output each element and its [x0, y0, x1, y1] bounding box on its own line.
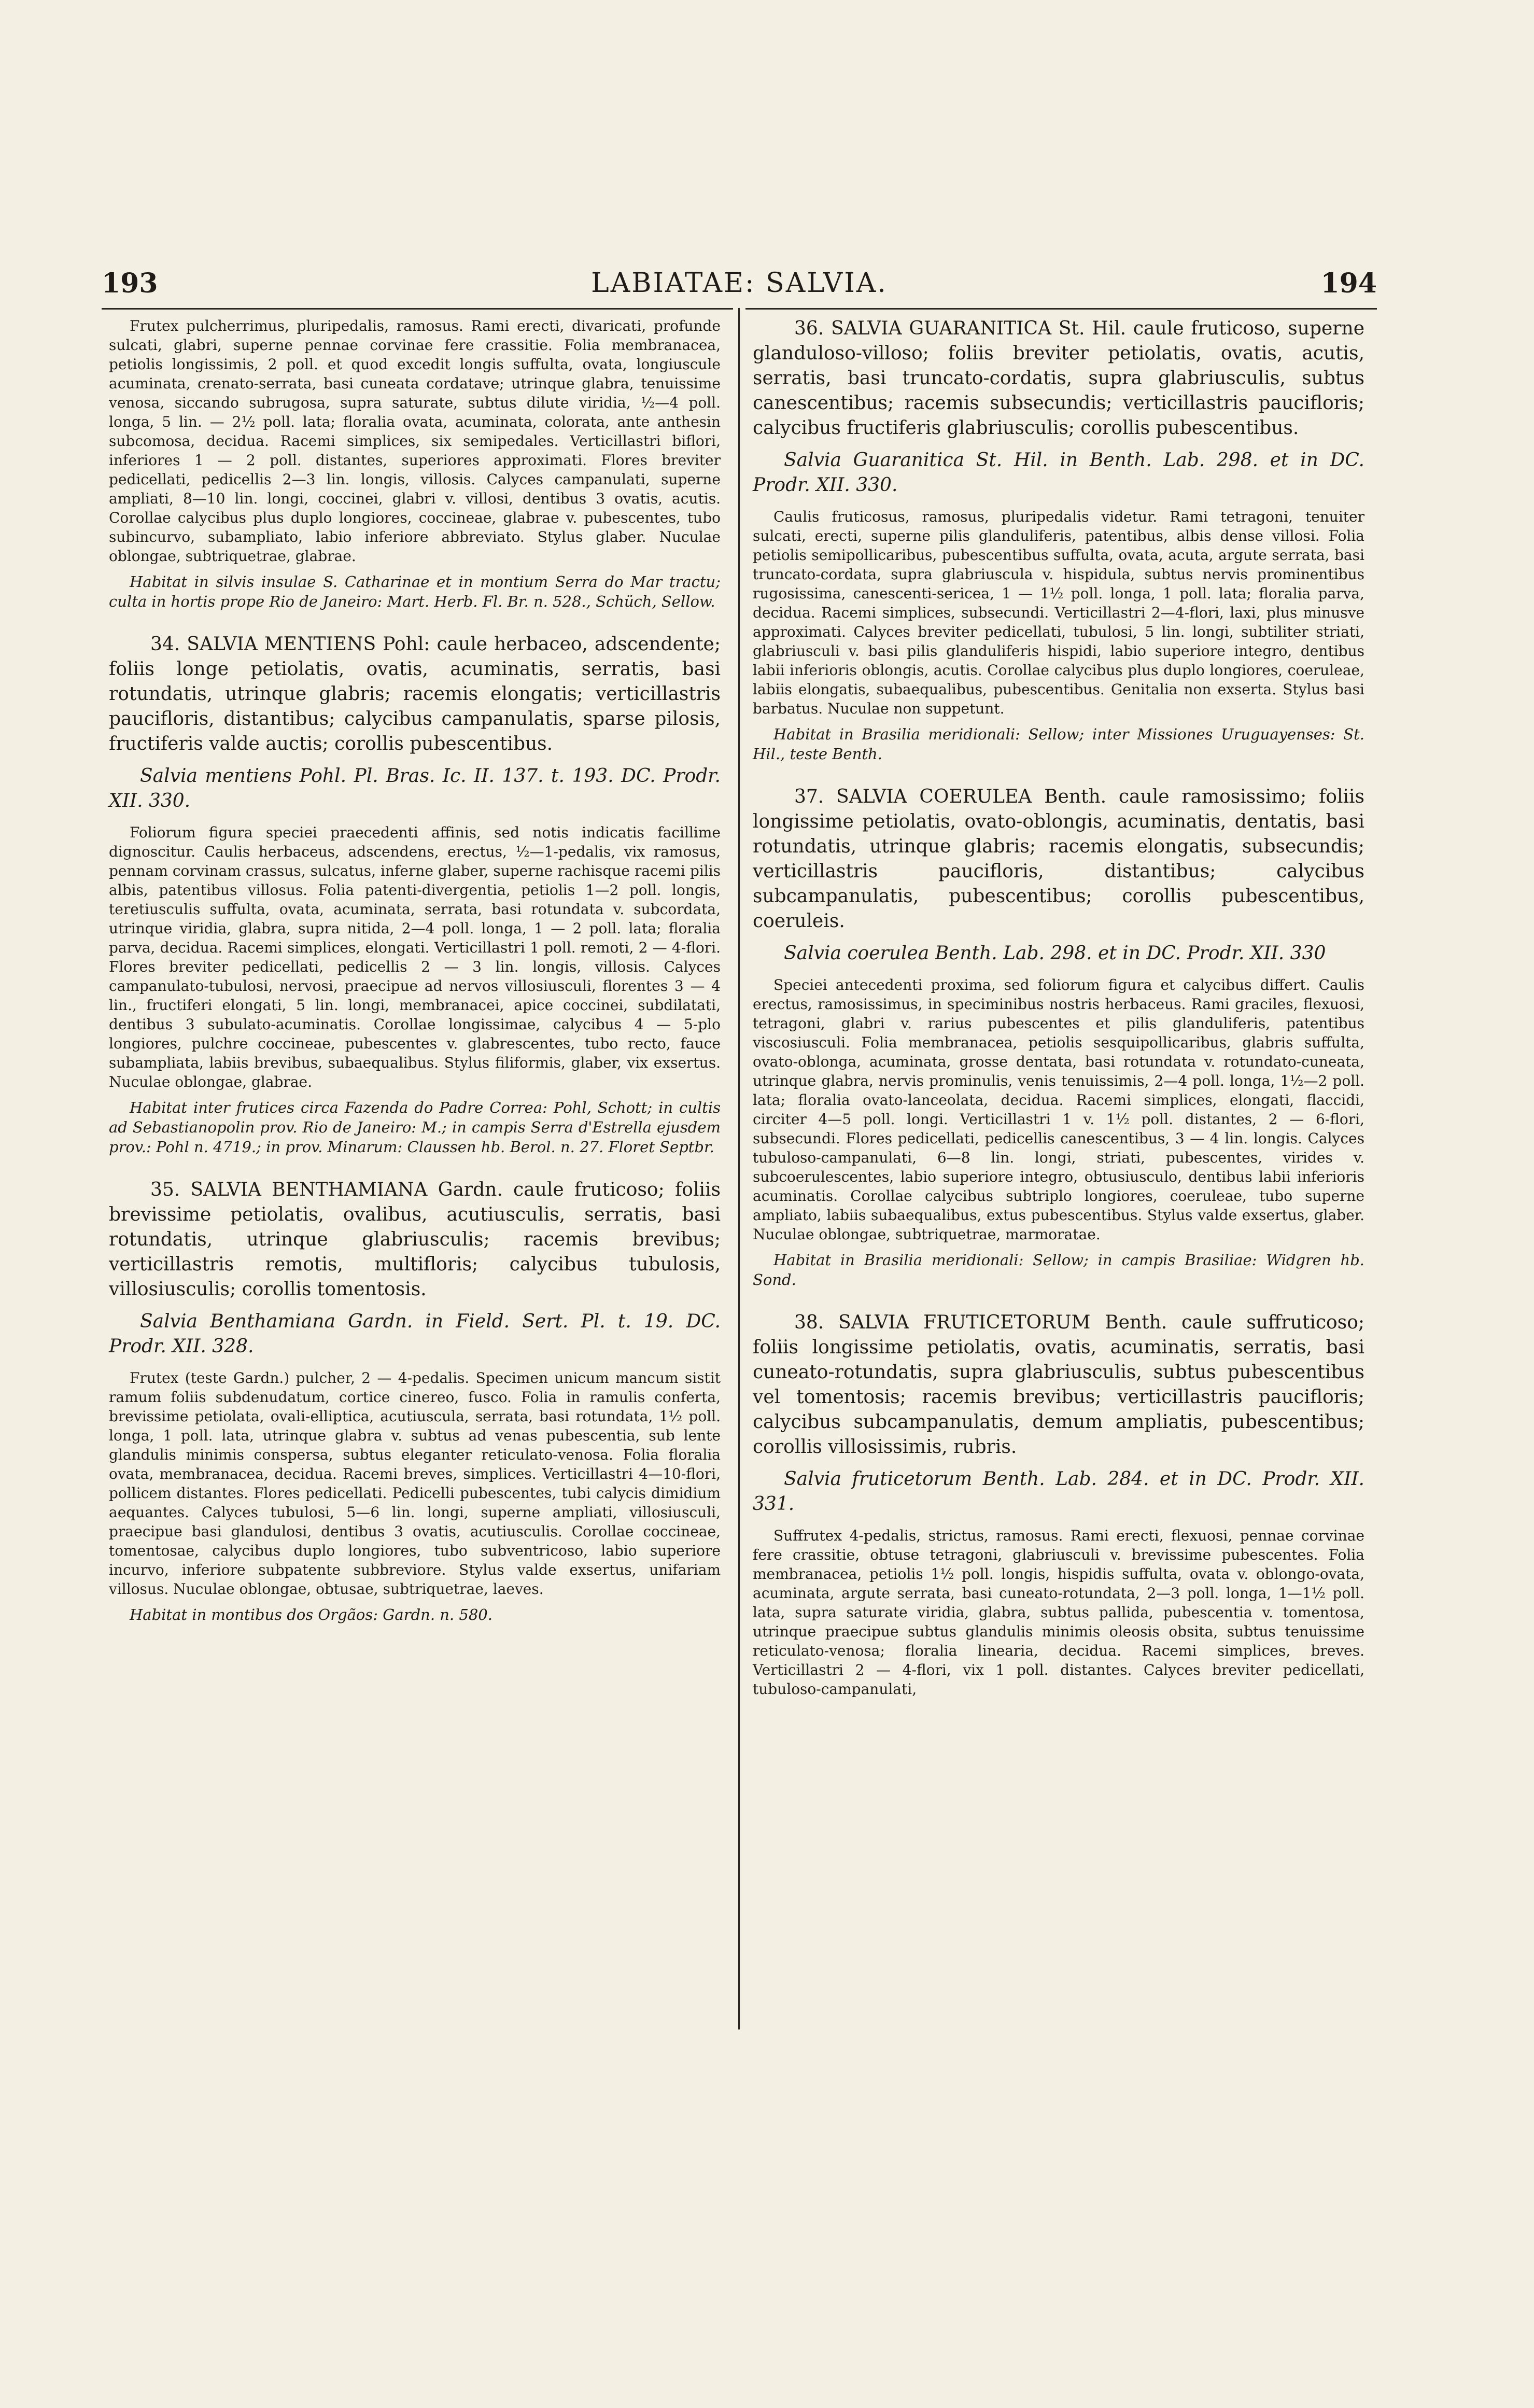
species-35-heading: 35. SALVIA BENTHAMIANA Gardn. caule fruticoso; foliis brevissime petiolatis, ovalibus, acutiusculis, serratis, basi rotundatis, utrinque glabriusculis; racemis brevibus; verticillastris remotis, multifloris; calycibus tubulosis, villosiusculis; corollis tomentosis. [109, 1179, 721, 1300]
species-35-habitat: Habitat in montibus dos Orgãos: Gardn. n. 580. [130, 1606, 492, 1623]
species-38-description: Suffrutex 4-pedalis, strictus, ramosus. Rami erecti, flexuosi, pennae corvinae fere crassitie, obtuse tetragoni, glabriusculi v. brevissime pubescentes. Folia membranacea, petiolis 1½ poll. longis, hispidis suffulta, ovata v. oblongo-ovata, acuminata, argute serrata, basi cuneato-rotundata, 2—3 poll. longa, 1—1½ poll. lata, supra saturate viridia, glabra, subtus pallida, pubescentia v. tomentosa, utrinque praecipue subtus glandulis minimis oleosis obsita, subtus tenuissime reticulato-venosa; floralia linearia, decidua. Racemi simplices, breves. Verticillastri 2 — 4-flori, vix 1 poll. distantes. Calyces breviter pedicellati, tubuloso-campanulati, [753, 1527, 1364, 1698]
species-35-description: Frutex (teste Gardn.) pulcher, 2 — 4-pedalis. Specimen unicum mancum sistit ramum foliis subdenudatum, cortice cinereo, fusco. Folia in ramulis conferta, brevissime petiolata, ovali-elliptica, acutiuscula, serrata, basi rotundata, 1½ poll. longa, 1 poll. lata, utrinque glabra v. subtus ad venas pubescentia, sub lente glandulis minimis conspersa, subtus eleganter reticulato-venosa. Folia floralia ovata, membranacea, decidua. Racemi breves, simplices. Verticillastri 4—10-flori, pollicem distantes. Flores pedicellati. Pedicelli pubescentes, tubi calycis dimidium aequantes. Calyces tubulosi, 5—6 lin. longi, superne ampliati, villosiusculi, praecipue basi glandulosi, dentibus 3 ovatis, acutiusculis. Corollae coccineae, tomentosae, calycibus duplo longiores, tubo subventricoso, labio superiore incurvo, inferiore subpatente subbreviore. Stylus valde exsertus, unifariam villosus. Nuculae oblongae, obtusae, subtriquetrae, laeves. [109, 1369, 721, 1598]
species-34-habitat: Habitat inter frutices circa Fazenda do Padre Correa: Pohl, Schott; in cultis ad Sebastianopolin prov. Rio de Janeiro: M.; in campis Serra d'Estrella ejusdem prov.: Pohl n. 4719.; in prov. Minarum: Claussen hb. Berol. n. 27. Floret Septbr. [109, 1099, 721, 1156]
species-38-synonym: Salvia fruticetorum Benth. Lab. 284. et in DC. Prodr. XII. 331. [753, 1468, 1364, 1515]
species-34-synonym: Salvia mentiens Pohl. Pl. Bras. Ic. II. 137. t. 193. DC. Prodr. XII. 330. [109, 765, 721, 811]
left-column [109, 316, 721, 1645]
species-37-description: Speciei antecedenti proxima, sed foliorum figura et calycibus differt. Caulis erectus, ramosissimus, in speciminibus nostris herbaceus. Rami graciles, flexuosi, tetragoni, glabri v. rarius pubescentes et pilis glanduliferis, patentibus viscosiusculi. Folia membranacea, petiolis sesquipollicaribus, glabris suffulta, ovato-oblonga, acuminata, grosse dentata, basi rotundata v. rotundato-cuneata, utrinque glabra, nervis prominulis, venis tenuissimis, 2—4 poll. longa, 1½—2 poll. lata; floralia ovato-lanceolata, decidua. Racemi simplices, elongati, flaccidi, circiter 4—5 poll. longi. Verticillastri 1 v. 1½ poll. distantes, 2 — 6-flori, subsecundi. Flores pedicellati, pedicellis canescentibus, 3 — 4 lin. longis. Calyces tubuloso-campanulati, 6—8 lin. longi, striati, pubescentes, virides v. subcoerulescentes, labio superiore integro, obtusiusculo, dentibus labii inferioris acuminatis. Corollae calycibus subtriplo longiores, coeruleae, tubo superne ampliato, labiis subaequalibus, extus pubescentibus. Stylus valde exsertus, glaber. Nuculae oblongae, subtriquetrae, marmoratae. [753, 976, 1364, 1243]
species-36-heading: 36. SALVIA GUARANITICA St. Hil. caule fruticoso, superne glanduloso-villoso; foliis breviter petiolatis, ovatis, acutis, serratis, basi truncato-cordatis, supra glabriusculis, subtus canescentibus; racemis subsecundis; verticillastris paucifloris; calycibus fructiferis glabriusculis; corollis pubescentibus. [753, 318, 1364, 439]
species-36-synonym: Salvia Guaranitica St. Hil. in Benth. Lab. 298. et in DC. Prodr. XII. 330. [753, 450, 1364, 496]
species-38-heading: 38. SALVIA FRUTICETORUM Benth. caule suffruticoso; foliis longissime petiolatis, ovatis, acuminatis, serratis, basi cuneato-rotundatis, supra glabriusculis, subtus pubescentibus vel tomentosis; racemis brevibus; verticillastris paucifloris; calycibus subcampanulatis, demum ampliatis, pubescentibus; corollis villosissimis, rubris. [753, 1312, 1364, 1458]
species-34-heading: 34. SALVIA MENTIENS Pohl: caule herbaceo, adscendente; foliis longe petiolatis, ovatis, acuminatis, serratis, basi rotundatis, utrinque glabris; racemis elongatis; verticillastris paucifloris, distantibus; calycibus campanulatis, sparse pilosis, fructiferis valde auctis; corollis pubescentibus. [109, 634, 721, 754]
header-rule-right [745, 308, 1377, 310]
species-37-synonym: Salvia coerulea Benth. Lab. 298. et in DC. Prodr. XII. 330 [784, 943, 1326, 964]
right-column [753, 316, 1364, 1705]
species-37-habitat: Habitat in Brasilia meridionali: Sellow; in campis Brasiliae: Widgren hb. Sond. [753, 1251, 1364, 1289]
species-36-habitat: Habitat in Brasilia meridionali: Sellow; inter Missiones Uruguayenses: St. Hil., teste Benth. [753, 725, 1364, 763]
page-header [102, 268, 1377, 304]
species-34-description: Foliorum figura speciei praecedenti affinis, sed notis indicatis facillime dignoscitur. Caulis herbaceus, adscendens, erectus, ½—1-pedalis, vix ramosus, pennam corvinam crassus, sulcatus, inferne glaber, superne rachisque racemi pilis albis, patentibus villosus. Folia patenti-divergentia, petiolis 1—2 poll. longis, teretiusculis suffulta, ovata, acuminata, serrata, basi rotundata v. subcordata, utrinque viridia, glabra, supra nitida, 2—4 poll. longa, 1 — 2 poll. lata; floralia parva, decidua. Racemi simplices, elongati. Verticillastri 1 poll. remoti, 2 — 4-flori. Flores breviter pedicellati, pedicellis 2 — 3 lin. longis, villosis. Calyces campanulato-tubulosi, nervosi, praecipue ad nervos villosiusculi, florentes 3 — 4 lin., fructiferi elongati, 5 lin. longi, membranacei, apice coccinei, subdilatati, dentibus 3 subulato-acuminatis. Corollae longissimae, calycibus 4 — 5-plo longiores, pulchre coccineae, pubescentes v. glabrescentes, tubo recto, fauce subampliata, labiis brevibus, subaequalibus. Stylus filiformis, glaber, vix exsertus. Nuculae oblongae, glabrae. [109, 824, 721, 1090]
header-rule-left [102, 308, 733, 310]
species-37-heading: 37. SALVIA COERULEA Benth. caule ramosissimo; foliis longissime petiolatis, ovato-oblongis, acuminatis, dentatis, basi rotundatis, utrinque glabris; racemis elongatis, subsecundis; verticillastris paucifloris, distantibus; calycibus subcampanulatis, pubescentibus; corollis pubescentibus, coeruleis. [753, 786, 1364, 932]
page-number-left: 193 [102, 268, 158, 299]
species-36-description: Caulis fruticosus, ramosus, pluripedalis videtur. Rami tetragoni, tenuiter sulcati, erecti, superne pilis glanduliferis, patentibus, albis dense villosi. Folia petiolis semipollicaribus, pubescentibus suffulta, ovata, acuta, argute serrata, basi truncato-cordata, supra glabriuscula v. hispidula, subtus nervis prominentibus rugosissima, canescenti-sericea, 1 — 1½ poll. longa, 1 poll. lata; floralia parva, decidua. Racemi simplices, subsecundi. Verticillastri 2—4-flori, laxi, plus minusve approximati. Calyces breviter pedicellati, tubulosi, 5 lin. longi, subtiliter striati, glabriusculi v. basi pilis glanduliferis hispidi, labio superiore integro, dentibus labii inferioris oblongis, acutis. Corollae calycibus plus duplo longiores, coeruleae, labiis elongatis, subaequalibus, pubescentibus. Genitalia non exserta. Stylus basi barbatus. Nuculae non suppetunt. [753, 508, 1364, 717]
species-35-synonym: Salvia Benthamiana Gardn. in Field. Sert. Pl. t. 19. DC. Prodr. XII. 328. [109, 1311, 721, 1357]
continued-description: Frutex pulcherrimus, pluripedalis, ramosus. Rami erecti, divaricati, profunde sulcati, glabri, superne pennae corvinae fere crassitie. Folia membranacea, petiolis longissimis, 2 poll. et quod excedit longis suffulta, ovata, longiuscule acuminata, crenato-serrata, basi cuneata cordatave; utrinque glabra, tenuissime venosa, siccando subrugosa, supra saturate, subtus dilute viridia, ½—4 poll. longa, 5 lin. — 2½ poll. lata; floralia ovata, acuminata, colorata, ante anthesin subcomosa, decidua. Racemi simplices, six semipedales. Verticillastri biflori, inferiores 1 — 2 poll. distantes, superiores approximati. Flores breviter pedicellati, pedicellis 2—3 lin. longis, villosis. Calyces campanulati, superne ampliati, 8—10 lin. longi, coccinei, glabri v. villosi, dentibus 3 ovatis, acutis. Corollae calycibus plus duplo longiores, coccineae, glabrae v. pubescentes, tubo subincurvo, subampliato, labio inferiore abbreviato. Stylus glaber. Nuculae oblongae, subtriquetrae, glabrae. [109, 317, 721, 565]
column-divider [738, 308, 740, 2029]
running-title: LABIATAE: SALVIA. [591, 268, 888, 299]
page-number-right: 194 [1320, 268, 1377, 299]
continued-habitat: Habitat in silvis insulae S. Catharinae et in montium Serra do Mar tractu; culta in hortis prope Rio de Janeiro: Mart. Herb. Fl. Br. n. 528., Schüch, Sellow. [109, 573, 721, 610]
